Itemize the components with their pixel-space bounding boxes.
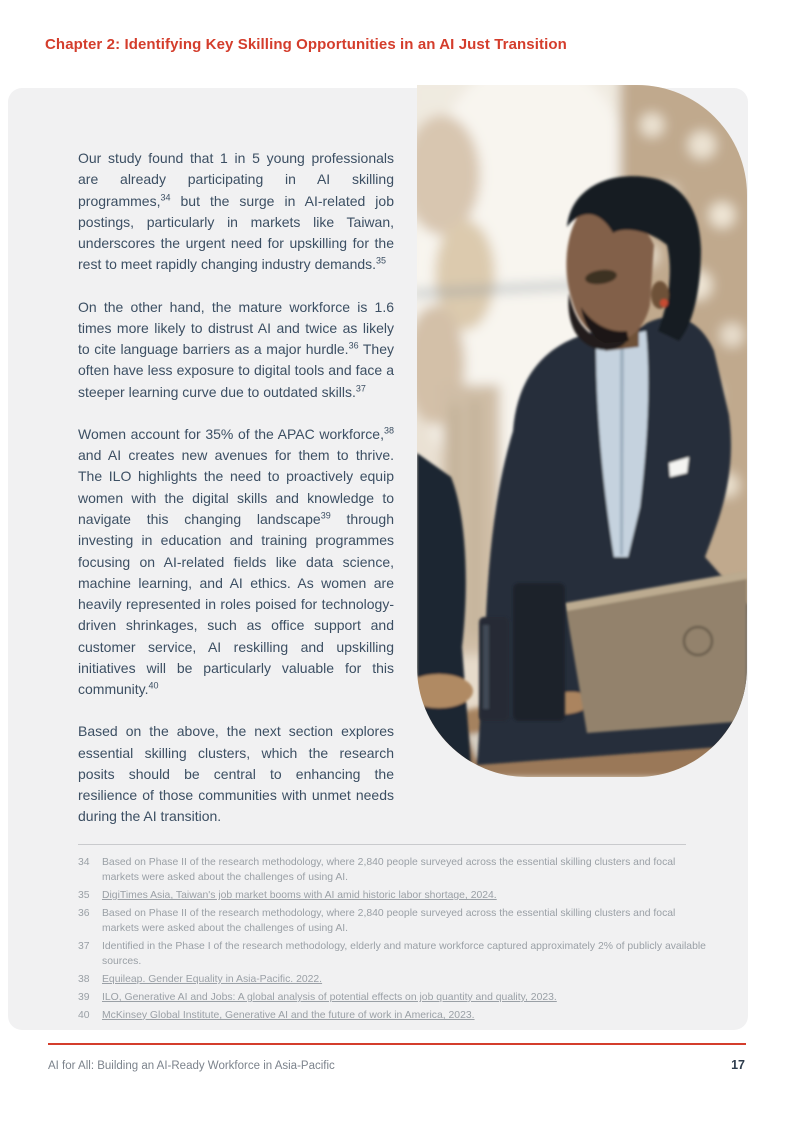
footnote-ref: 35 [376,255,387,266]
footnote-item [78,907,710,937]
footnote-link[interactable]: McKinsey Global Institute, Generative AI and the future of work in America, 2023. [102,1009,475,1021]
footnote-number: 37 [78,940,90,952]
footnote-item [78,940,710,970]
footnote-ref: 39 [320,510,331,521]
businessman-photo-illustration [417,85,747,777]
footnote-link[interactable]: ILO, Generative AI and Jobs: A global analysis of potential effects on job quantity and quality, 2023. [102,991,557,1003]
footnote-item [78,1009,710,1024]
body-text-column [78,148,394,849]
earbud [660,299,668,307]
footnote-ref: 40 [148,680,159,691]
footnote-number: 38 [78,973,90,985]
dark-bottle [513,583,565,721]
footnote-item [78,889,710,904]
footnote-ref: 38 [383,425,394,436]
footnote-ref: 36 [348,340,359,351]
footnote-item [78,856,710,886]
chapter-heading: Chapter 2: Identifying Key Skilling Opportunities in an AI Just Transition [45,36,567,53]
footer-rule [48,1043,746,1045]
footnote-number: 36 [78,907,90,919]
footnote-ref: 34 [160,191,171,202]
footer-title: AI for All: Building an AI-Ready Workforce in Asia-Pacific [48,1060,335,1072]
footnote-list [78,856,710,1027]
paragraph: Women account for 35% of the APAC workforce,$^{38}$ and AI creates new avenues for them to thrive. The ILO highlights the need to proactively equip women with the digital skills and knowledge to navigate this changing landscape$^{39}$ through investing in education and training programmes focusing on AI-related fields like data science, machine learning, and AI ethics. As women are heavily represented in roles poised for technology-driven shrinkages, such as office support and customer service, AI reskilling and upskilling initiatives will be particularly valuable for this community.$^{40}$ [78,425,394,698]
footnote-number: 40 [78,1009,90,1021]
paragraph: On the other hand, the mature workforce is 1.6 times more likely to distrust AI and twice as likely to cite language barriers as a major hurdle.$^{36}$ They often have less exposure to digital tools and face a steeper learning curve due to outdated skills.$^{37}$ [78,298,394,400]
footnote-number: 39 [78,991,90,1003]
footnote-link[interactable]: DigiTimes Asia, Taiwan's job market booms with AI amid historic labor shortage, 2024. [102,889,497,901]
page-number: 17 [731,1058,745,1072]
footnote-divider [78,844,686,845]
footnote-text: Based on Phase II of the research methodology, where 2,840 people surveyed across the essential skilling clusters and focal markets were asked about the challenges of using AI. [102,857,676,883]
footnote-item [78,973,710,988]
footnote-text: Based on Phase II of the research methodology, where 2,840 people surveyed across the essential skilling clusters and focal markets were asked about the challenges of using AI. [102,907,676,934]
footnote-ref: 37 [355,383,366,393]
businessman-photo [417,85,747,777]
footnote-text: Identified in the Phase I of the research methodology, elderly and mature workforce captured approximately 2% of publicly available sources. [102,940,706,967]
footnote-number: 35 [78,889,90,901]
paragraph: Based on the above, the next section explores essential skilling clusters, which the research posits should be central to enhancing the resilience of those communities with unmet needs during the AI transition. [78,723,394,825]
content-panel [8,88,748,1030]
paragraph: Our study found that 1 in 5 young professionals are already participating in AI skilling programmes,$^{34}$ but the surge in AI-related job postings, particularly in markets like Taiwan, underscores the urgent need for upskilling for the rest to meet rapidly changing industry demands.$^{35}$ [78,150,394,273]
footnote-item [78,991,710,1006]
footnote-number: 34 [78,857,90,868]
footnote-link[interactable]: Equileap. Gender Equality in Asia-Pacific. 2022. [102,973,323,985]
